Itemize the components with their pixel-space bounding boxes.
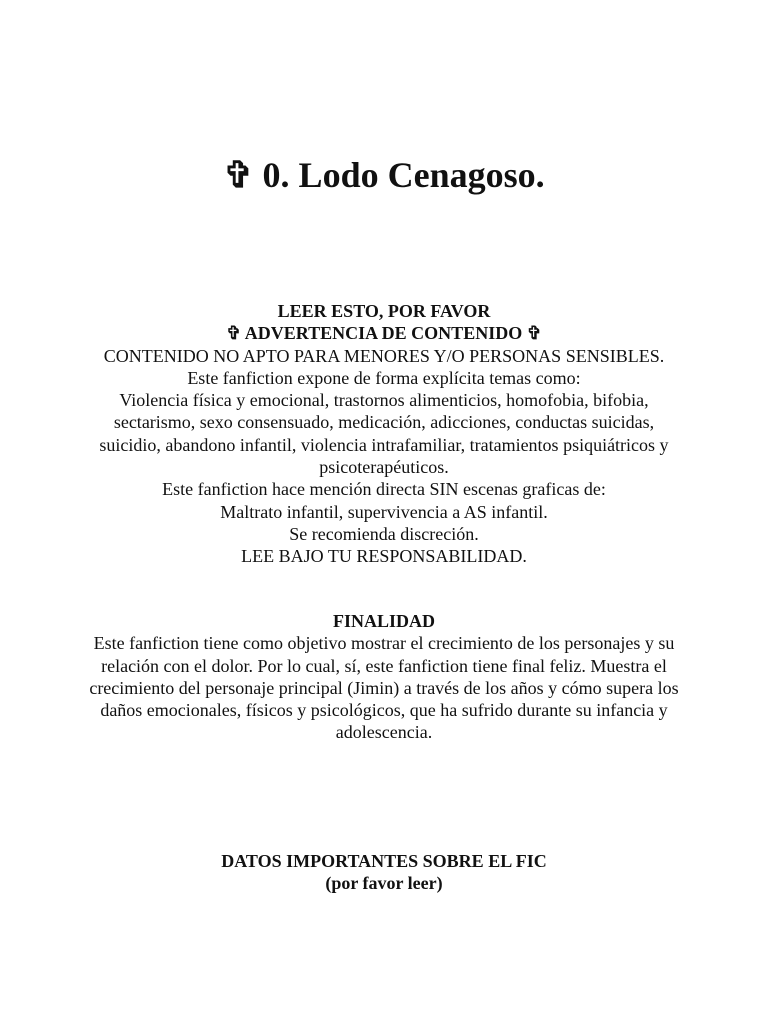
warning-line: LEE BAJO TU RESPONSABILIDAD. bbox=[241, 546, 527, 567]
finalidad-heading: FINALIDAD bbox=[332, 611, 435, 631]
warning-line: Este fanfiction expone de forma explícita temas como: bbox=[187, 367, 581, 388]
warning-heading: LEER ESTO, POR FAVOR bbox=[277, 301, 491, 321]
warning-line: Violencia física y emocional, trastornos alimenticios, homofobia, bifobia, sectarismo, sexo consensuado, medicación, adicciones, conductas suicidas, suicidio, abandono infantil, violencia intrafamiliar, tratamientos psiquiátricos y psicoterapéuticos. bbox=[99, 390, 669, 478]
datos-heading: DATOS IMPORTANTES SOBRE EL FIC bbox=[221, 851, 547, 871]
finalidad-section bbox=[84, 610, 684, 744]
page-title: ✞ 0. Lodo Cenagoso. bbox=[223, 155, 545, 195]
warning-line: Se recomienda discreción. bbox=[289, 523, 479, 544]
finalidad-body: Este fanfiction tiene como objetivo mostrar el crecimiento de los personajes y su relación con el dolor. Por lo cual, sí, este fanfiction tiene final feliz. Muestra el crecimiento del personaje principal (Jimin) a través de los años y cómo supera los daños emocionales, físicos y psicológicos, que ha sufrido durante su infancia y adolescencia. bbox=[89, 633, 679, 743]
datos-subheading: (por favor leer) bbox=[325, 873, 443, 894]
datos-section bbox=[84, 850, 684, 895]
warning-line: Maltrato infantil, supervivencia a AS infantil. bbox=[220, 501, 548, 522]
warning-subheading: ✞ ADVERTENCIA DE CONTENIDO ✞ bbox=[226, 323, 542, 344]
content-warning-section bbox=[84, 300, 684, 568]
warning-line: CONTENIDO NO APTO PARA MENORES Y/O PERSONAS SENSIBLES. bbox=[103, 345, 665, 366]
warning-line: Este fanfiction hace mención directa SIN escenas graficas de: bbox=[162, 479, 606, 500]
